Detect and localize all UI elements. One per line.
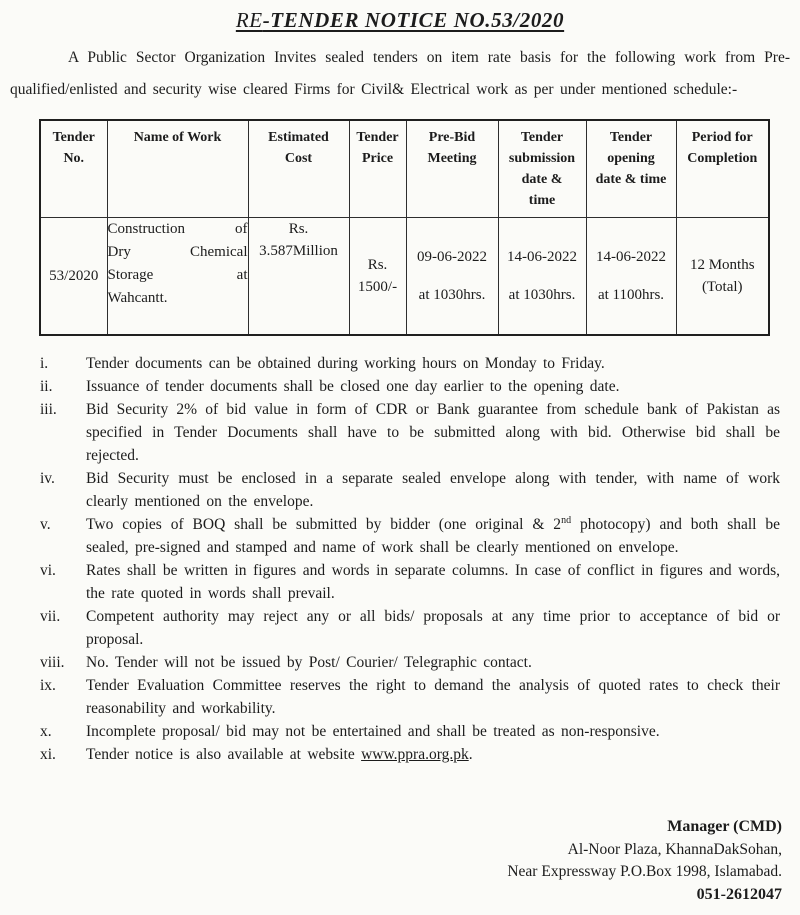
list-item-text: Two copies of BOQ shall be submitted by bidder (one original & 2nd photocopy) and both shall be sealed, pre-signed and stamped and name of work shall be clearly mentioned on envelope. [86,514,780,556]
cell-name-of-work: Construction of Dry Chemical Storage at Wahcantt. [107,218,248,336]
list-item-number: vi. [40,562,56,579]
list-item-number: x. [40,723,52,740]
list-item [40,674,780,720]
cell-opening-date: 14-06-2022 at 1100hrs. [586,218,676,336]
list-item-number: ii. [40,378,53,395]
cell-prebid-meeting: 09-06-2022 at 1030hrs. [406,218,498,336]
header-period-completion: Period for Completion [676,120,769,218]
list-item-number: iv. [40,470,55,487]
list-item-text: Issuance of tender documents shall be closed one day earlier to the opening date. [86,378,620,395]
list-item [40,513,780,559]
ppra-website-link[interactable]: www.ppra.org.pk [361,746,469,763]
list-item-number: v. [40,516,51,533]
header-prebid-meeting: Pre-Bid Meeting [406,120,498,218]
header-name-of-work: Name of Work [107,120,248,218]
list-item-text: Tender Evaluation Committee reserves the right to demand the analysis of quoted rates to check their reasonability and workability. [86,677,780,717]
title-re-prefix: RE [235,8,263,32]
list-item-number: iii. [40,401,57,418]
superscript-ordinal: nd [561,514,572,526]
list-item-text: No. Tender will not be issued by Post/ Courier/ Telegraphic contact. [86,654,532,671]
cell-tender-no: 53/2020 [40,218,107,336]
list-item [40,467,780,513]
cell-estimated-cost: Rs. 3.587Million [248,218,349,336]
list-item [40,375,780,398]
notes-list [40,352,780,766]
list-item [40,743,780,766]
header-opening-date: Tender opening date & time [586,120,676,218]
list-item-number: xi. [40,746,56,763]
list-item-text: Tender notice is also available at website www.ppra.org.pk. [86,746,473,763]
page-title-text [236,8,564,32]
list-item [40,651,780,674]
list-item-text: Rates shall be written in figures and words in separate columns. In case of conflict in figures and words, the rate quoted in words shall prevail. [86,562,780,602]
header-submission-date: Tender submission date & time [498,120,586,218]
tender-notice-document [0,8,800,915]
cell-tender-price: Rs. 1500/- [349,218,406,336]
address-line-2: Near Expressway P.O.Box 1998, Islamabad. [507,863,782,880]
list-item-number: vii. [40,608,61,625]
list-item-text: Bid Security 2% of bid value in form of CDR or Bank guarantee from schedule bank of Pakistan as specified in Tender Documents shall have to be submitted along with bid. Otherwise bid shall be rejected. [86,401,780,464]
list-item-number: viii. [40,654,65,671]
address-line-1: Al-Noor Plaza, KhannaDakSohan, [567,840,782,858]
list-item [40,605,780,651]
list-item [40,720,780,743]
cell-submission-date: 14-06-2022 at 1030hrs. [498,218,586,336]
page-title [0,8,800,33]
list-item-text: Incomplete proposal/ bid may not be entertained and shall be treated as non-responsive. [86,723,660,740]
tender-schedule-table [39,119,770,336]
list-item [40,398,780,467]
list-item-text: Bid Security must be enclosed in a separate sealed envelope along with tender, with name of work clearly mentioned on the envelope. [86,470,780,510]
list-item-text: Competent authority may reject any or all bids/ proposals at any time prior to acceptance of bid or proposal. [86,608,780,648]
phone-number: 051-2612047 [696,885,782,903]
signature-block [0,816,782,906]
header-estimated-cost: Estimated Cost [248,120,349,218]
header-tender-no: Tender No. [40,120,107,218]
list-item [40,559,780,605]
header-tender-price: Tender Price [349,120,406,218]
signatory-title: Manager (CMD) [667,818,782,835]
list-item-number: ix. [40,677,56,694]
intro-paragraph: A Public Sector Organization Invites sealed tenders on item rate basis for the following work from Pre-qualified/enlisted and security wise cleared Firms for Civil& Electrical work as per under mentioned schedule:- [10,49,790,98]
cell-period-completion: 12 Months (Total) [676,218,769,336]
table-row [40,218,769,336]
list-item-number: i. [40,355,49,372]
list-item [40,352,780,375]
table-header-row [40,120,769,218]
list-item-text: Tender documents can be obtained during working hours on Monday to Friday. [86,355,605,372]
title-main: -TENDER NOTICE NO.53/2020 [262,8,565,32]
